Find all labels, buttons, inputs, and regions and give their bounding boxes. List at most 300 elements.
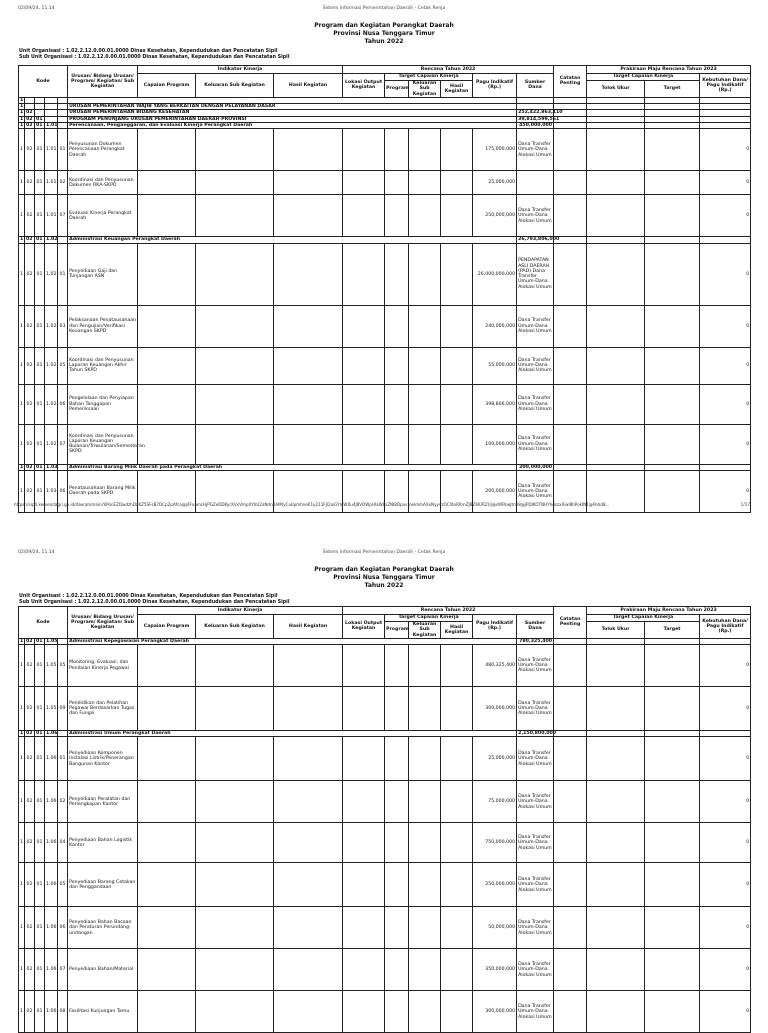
program-cell bbox=[385, 195, 409, 237]
kode-cell: 1.06 bbox=[45, 863, 58, 907]
pagu-cell: 250,000,000 bbox=[473, 863, 517, 907]
kode-cell: 02 bbox=[25, 305, 35, 347]
pagu-cell: 250,000,000 bbox=[473, 195, 517, 237]
kode-cell: 1.01 bbox=[45, 129, 58, 171]
print-date: 02/09/24, 11.14 bbox=[18, 6, 55, 11]
keluaran-target-cell bbox=[409, 195, 441, 237]
hasil-cell bbox=[274, 243, 343, 305]
kode-cell: 02 bbox=[25, 781, 35, 823]
lokasi-cell bbox=[343, 645, 385, 687]
sub-kegiatan-name: Koordinasi dan Penyusunan Dokumen RKA-SKPD bbox=[68, 171, 138, 195]
capaian-cell bbox=[138, 243, 196, 305]
target-cell bbox=[645, 991, 700, 1033]
kebutuhan-cell: 0 bbox=[700, 823, 751, 863]
kode-cell: 01 bbox=[35, 171, 45, 195]
kebutuhan-cell: 0 bbox=[700, 907, 751, 949]
report-province: Provinsi Nusa Tenggara Timur bbox=[333, 574, 435, 581]
capaian-cell bbox=[138, 384, 196, 424]
keluaran-cell bbox=[196, 823, 274, 863]
kode-cell: 02 bbox=[26, 731, 33, 737]
tolok-ukur-cell bbox=[587, 823, 645, 863]
header-kode: Kode bbox=[19, 607, 68, 639]
kode-cell: 01 bbox=[36, 464, 43, 470]
pagu-cell: 300,000,000 bbox=[473, 991, 517, 1033]
header-urusan: Urusan/ Bidang Urusan/ Program/ Kegiatan/ Sub Kegiatan bbox=[68, 607, 138, 639]
hasil-cell bbox=[274, 347, 343, 384]
pagu-cell: 26,793,806,000 bbox=[518, 237, 560, 243]
sub-unit-organisasi: Sub Unit Organisasi : 1.02.2.12.0.00.01.0000 Dinas Kesehatan, Kependudukan dan Pencatatan Sipil bbox=[19, 54, 290, 60]
kode-cell: 02 bbox=[26, 237, 33, 243]
kebutuhan-cell: 0 bbox=[700, 687, 751, 731]
kode-cell: 1.02 bbox=[45, 347, 58, 384]
kode-cell: 01 bbox=[35, 823, 45, 863]
lokasi-cell bbox=[343, 347, 385, 384]
sumber-dana-cell: Dana Transfer Umum-Dana Alokasi Umum bbox=[517, 384, 554, 424]
kode-cell: 05 bbox=[58, 347, 68, 384]
capaian-cell bbox=[138, 305, 196, 347]
keluaran-cell bbox=[196, 949, 274, 991]
pagu-cell: 175,000,000 bbox=[473, 129, 517, 171]
hasil-target-cell bbox=[441, 823, 473, 863]
keluaran-target-cell bbox=[409, 737, 441, 781]
lokasi-cell bbox=[343, 991, 385, 1033]
kode-cell: 1.03 bbox=[45, 470, 58, 512]
target-cell bbox=[645, 195, 700, 237]
table-row bbox=[19, 781, 751, 823]
kode-cell: 02 bbox=[25, 243, 35, 305]
kebutuhan-cell: 0 bbox=[700, 129, 751, 171]
hasil-target-cell bbox=[441, 195, 473, 237]
sumber-dana-cell: Dana Transfer Umum-Dana Alokasi Umum bbox=[517, 863, 554, 907]
kebutuhan-cell: 0 bbox=[700, 171, 751, 195]
kode-cell: 02 bbox=[25, 384, 35, 424]
header-hasil-kegiatan: Hasil Kegiatan bbox=[441, 622, 473, 639]
hasil-target-cell bbox=[441, 949, 473, 991]
kode-cell: 1 bbox=[20, 464, 24, 470]
hasil-target-cell bbox=[441, 863, 473, 907]
keluaran-target-cell bbox=[409, 687, 441, 731]
catatan-cell bbox=[554, 781, 587, 823]
header-capaian: Capaian Program bbox=[138, 74, 196, 98]
keluaran-target-cell bbox=[409, 384, 441, 424]
sub-kegiatan-name: Penyediaan Komponen Instalasi Listrik/Penerangan Bangunan Kantor bbox=[68, 737, 138, 781]
hasil-cell bbox=[274, 991, 343, 1033]
kebutuhan-cell: 0 bbox=[700, 991, 751, 1033]
group-name: Administrasi Keuangan Perangkat Daerah bbox=[68, 237, 517, 243]
pagu-cell: 780,325,400 bbox=[517, 638, 554, 644]
kode-cell: 1.03 bbox=[46, 464, 58, 470]
sub-kegiatan-name: Pendidikan dan Pelatihan Pegawai Berdasarkan Tugas dan Fungsi bbox=[68, 687, 138, 731]
kode-cell: 1 bbox=[19, 991, 25, 1033]
kode-cell: 1.06 bbox=[45, 781, 58, 823]
kode-cell: 1 bbox=[20, 116, 24, 122]
catatan-cell bbox=[554, 823, 587, 863]
target-cell bbox=[645, 305, 700, 347]
sumber-dana-cell: Dana Transfer Umum-Dana Alokasi Umum bbox=[517, 305, 554, 347]
kode-cell: 02 bbox=[26, 110, 33, 116]
kode-cell: 02 bbox=[25, 687, 35, 731]
kode-cell: 02 bbox=[25, 129, 35, 171]
group-name: Perencanaan, Penganggaran, dan Evaluasi Kinerja Perangkat Daerah bbox=[68, 123, 517, 129]
header-indikator: Indikator Kinerja bbox=[138, 66, 343, 74]
table-row bbox=[19, 907, 751, 949]
kode-cell: 1 bbox=[19, 470, 25, 512]
header-urusan: Urusan/ Bidang Urusan/ Program/ Kegiatan/ Sub Kegiatan bbox=[68, 66, 138, 98]
keluaran-cell bbox=[196, 129, 274, 171]
program-cell bbox=[385, 243, 409, 305]
target-cell bbox=[645, 907, 700, 949]
capaian-cell bbox=[138, 863, 196, 907]
sub-kegiatan-name: Penyediaan Peralatan dan Perlengkapan Kantor bbox=[68, 781, 138, 823]
keluaran-cell bbox=[196, 195, 274, 237]
target-cell bbox=[645, 424, 700, 464]
kode-cell: 1.02 bbox=[46, 237, 58, 243]
header-keluaran-sub: Keluaran Sub Kegiatan bbox=[196, 615, 274, 639]
system-title: Sistem Informasi Pemerintahan Daerah - Cetak Renja bbox=[322, 6, 446, 11]
kode-cell: 1 bbox=[19, 384, 25, 424]
header-sumber: Sumber Dana bbox=[517, 615, 554, 639]
kode-cell: 1.01 bbox=[46, 123, 58, 129]
kode-cell: 02 bbox=[25, 907, 35, 949]
keluaran-target-cell bbox=[409, 305, 441, 347]
keluaran-cell bbox=[196, 737, 274, 781]
lokasi-cell bbox=[343, 781, 385, 823]
catatan-cell bbox=[554, 243, 587, 305]
kode-cell: 02 bbox=[25, 195, 35, 237]
table-row bbox=[19, 129, 751, 171]
pagu-cell: 252,422,863,110 bbox=[518, 110, 563, 116]
kode-cell: 01 bbox=[36, 123, 43, 129]
catatan-cell bbox=[554, 195, 587, 237]
kode-cell: 1.05 bbox=[45, 645, 58, 687]
kode-cell: 01 bbox=[58, 737, 68, 781]
hasil-cell bbox=[274, 195, 343, 237]
header-hasil: Hasil Kegiatan bbox=[274, 74, 343, 98]
hasil-target-cell bbox=[441, 781, 473, 823]
kode-cell: 1 bbox=[19, 171, 25, 195]
table-row bbox=[19, 384, 751, 424]
kode-cell: 03 bbox=[58, 305, 68, 347]
header-target-2023: Target Capaian Kinerja bbox=[587, 74, 700, 81]
keluaran-target-cell bbox=[409, 424, 441, 464]
capaian-cell bbox=[138, 645, 196, 687]
capaian-cell bbox=[138, 129, 196, 171]
kode-cell: 05 bbox=[58, 645, 68, 687]
sumber-dana-cell: PENDAPATAN ASLI DAERAH (PAD) Dana Transfer Umum-Dana Alokasi Umum bbox=[517, 243, 554, 305]
header-prakiraan: Prakiraan Maju Rencana Tahun 2023 bbox=[587, 607, 751, 615]
keluaran-cell bbox=[196, 907, 274, 949]
kebutuhan-cell: 0 bbox=[700, 470, 751, 512]
kode-cell: 02 bbox=[58, 781, 68, 823]
program-cell bbox=[385, 863, 409, 907]
kode-cell: 1.01 bbox=[45, 195, 58, 237]
kode-cell: 1 bbox=[20, 97, 24, 103]
kode-cell: 01 bbox=[58, 129, 68, 171]
kebutuhan-cell: 0 bbox=[700, 195, 751, 237]
keluaran-target-cell bbox=[409, 645, 441, 687]
kode-cell: 02 bbox=[25, 171, 35, 195]
kode-cell: 01 bbox=[36, 638, 43, 644]
table-row bbox=[19, 424, 751, 464]
kode-cell: 02 bbox=[25, 949, 35, 991]
print-footer bbox=[14, 502, 750, 510]
sub-kegiatan-name: Pelaksanaan Penatausahaan dan Pengujian/Verifikasi Keuangan SKPD bbox=[68, 305, 138, 347]
target-cell bbox=[645, 129, 700, 171]
report-year: Tahun 2022 bbox=[364, 38, 404, 45]
kode-cell: 1 bbox=[19, 737, 25, 781]
sub-kegiatan-name: Penyediaan Bahan/Material bbox=[68, 949, 138, 991]
tolok-ukur-cell bbox=[587, 907, 645, 949]
keluaran-cell bbox=[196, 305, 274, 347]
kebutuhan-cell: 0 bbox=[700, 949, 751, 991]
lokasi-cell bbox=[343, 384, 385, 424]
kode-cell: 02 bbox=[25, 470, 35, 512]
unit-info bbox=[19, 594, 289, 605]
kode-cell: 01 bbox=[35, 305, 45, 347]
kode-cell: 06 bbox=[58, 907, 68, 949]
hasil-target-cell bbox=[441, 907, 473, 949]
capaian-cell bbox=[138, 687, 196, 731]
kode-cell: 1 bbox=[20, 104, 24, 110]
hasil-cell bbox=[274, 171, 343, 195]
kode-cell: 1.02 bbox=[45, 424, 58, 464]
lokasi-cell bbox=[343, 907, 385, 949]
kode-cell: 02 bbox=[26, 638, 33, 644]
kebutuhan-cell: 0 bbox=[700, 737, 751, 781]
tolok-ukur-cell bbox=[587, 991, 645, 1033]
report-title: Program dan Kegiatan Perangkat Daerah bbox=[314, 566, 454, 573]
sumber-dana-cell: Dana Transfer Umum-Dana Alokasi Umum bbox=[517, 645, 554, 687]
program-cell bbox=[385, 737, 409, 781]
sumber-dana-cell: Dana Transfer Umum-Dana Alokasi Umum bbox=[517, 737, 554, 781]
keluaran-cell bbox=[196, 781, 274, 823]
group-name: Administrasi Umum Perangkat Daerah bbox=[68, 731, 517, 737]
program-table bbox=[18, 606, 751, 1033]
sub-kegiatan-name: Fasilitasi Kunjungan Tamu bbox=[68, 991, 138, 1033]
keluaran-cell bbox=[196, 645, 274, 687]
kode-cell: 01 bbox=[35, 949, 45, 991]
kode-cell: 01 bbox=[35, 737, 45, 781]
hasil-target-cell bbox=[441, 347, 473, 384]
kode-cell: 09 bbox=[58, 687, 68, 731]
kode-cell: 02 bbox=[25, 645, 35, 687]
sub-kegiatan-name: Penatausahaan Barang Milik Daerah pada SKPD bbox=[68, 470, 138, 512]
target-cell bbox=[645, 863, 700, 907]
header-program: Program bbox=[385, 622, 409, 639]
sub-kegiatan-name: Evaluasi Kinerja Perangkat Daerah bbox=[68, 195, 138, 237]
hasil-cell bbox=[274, 384, 343, 424]
keluaran-cell bbox=[196, 347, 274, 384]
target-cell bbox=[645, 949, 700, 991]
pagu-cell: 100,000,000 bbox=[473, 424, 517, 464]
sub-kegiatan-name: Penyediaan Bahan Logistik Kantor bbox=[68, 823, 138, 863]
program-cell bbox=[385, 949, 409, 991]
kode-cell: 06 bbox=[58, 470, 68, 512]
header-tolok-ukur: Tolok Ukur bbox=[587, 622, 645, 639]
sub-kegiatan-name: Penyusunan Dokumen Perencanaan Perangkat Daerah bbox=[68, 129, 138, 171]
capaian-cell bbox=[138, 424, 196, 464]
sumber-dana-cell: Dana Transfer Umum-Dana Alokasi Umum bbox=[517, 687, 554, 731]
pagu-cell: 300,000,000 bbox=[473, 687, 517, 731]
sub-kegiatan-name: Penyediaan Gaji dan Tunjangan ASN bbox=[68, 243, 138, 305]
kebutuhan-cell: 0 bbox=[700, 863, 751, 907]
tolok-ukur-cell bbox=[587, 129, 645, 171]
keluaran-target-cell bbox=[409, 863, 441, 907]
unit-organisasi: Unit Organisasi : 1.02.2.12.0.00.01.0000 Dinas Kesehatan, Kependudukan dan Pencatatan Sipil bbox=[19, 49, 278, 54]
group-name: URUSAN PEMERINTAHAN WAJIB YANG BERKAITAN DENGAN PELAYANAN DASAR bbox=[68, 104, 517, 110]
target-cell bbox=[645, 781, 700, 823]
kode-cell: 01 bbox=[35, 195, 45, 237]
table-row bbox=[19, 863, 751, 907]
pagu-cell: 200,000,000 bbox=[517, 464, 554, 470]
sumber-dana-cell: Dana Transfer Umum-Dana Alokasi Umum bbox=[517, 470, 554, 512]
kode-cell: 01 bbox=[35, 991, 45, 1033]
kode-cell: 1 bbox=[20, 237, 24, 243]
kode-cell: 1 bbox=[19, 863, 25, 907]
keluaran-target-cell bbox=[409, 347, 441, 384]
keluaran-target-cell bbox=[409, 781, 441, 823]
kode-cell: 1 bbox=[19, 305, 25, 347]
kode-cell: 1.06 bbox=[45, 823, 58, 863]
kode-cell: 01 bbox=[36, 237, 43, 243]
target-cell bbox=[645, 243, 700, 305]
kode-cell: 1 bbox=[19, 781, 25, 823]
header-catatan: Catatan Penting bbox=[554, 66, 587, 98]
kode-cell: 1.05 bbox=[45, 687, 58, 731]
kode-cell: 1.06 bbox=[46, 731, 58, 737]
target-cell bbox=[645, 645, 700, 687]
header-target: Target Capaian Kinerja bbox=[385, 74, 473, 81]
sub-kegiatan-name: Koordinasi dan Penyusunan Laporan Keuangan Akhir Tahun SKPD bbox=[68, 347, 138, 384]
catatan-cell bbox=[554, 171, 587, 195]
kode-cell: 1 bbox=[20, 638, 24, 644]
header-kode: Kode bbox=[19, 66, 68, 98]
kode-cell: 01 bbox=[36, 731, 43, 737]
header-target-short: Target bbox=[645, 622, 700, 639]
capaian-cell bbox=[138, 195, 196, 237]
kode-cell: 07 bbox=[58, 949, 68, 991]
kode-cell: 02 bbox=[25, 347, 35, 384]
report-province: Provinsi Nusa Tenggara Timur bbox=[333, 30, 435, 37]
hasil-cell bbox=[274, 129, 343, 171]
tolok-ukur-cell bbox=[587, 195, 645, 237]
hasil-target-cell bbox=[441, 424, 473, 464]
lokasi-cell bbox=[343, 171, 385, 195]
tolok-ukur-cell bbox=[587, 424, 645, 464]
hasil-cell bbox=[274, 424, 343, 464]
sumber-dana-cell: Dana Transfer Umum-Dana Alokasi Umum bbox=[517, 424, 554, 464]
kode-cell: 1.02 bbox=[45, 243, 58, 305]
program-cell bbox=[385, 991, 409, 1033]
kode-cell: 02 bbox=[26, 116, 33, 122]
kode-cell: 1 bbox=[19, 195, 25, 237]
lokasi-cell bbox=[343, 195, 385, 237]
header-rencana: Rencana Tahun 2022 bbox=[343, 607, 554, 615]
table-row bbox=[19, 687, 751, 731]
kode-cell: 02 bbox=[26, 464, 33, 470]
hasil-cell bbox=[274, 687, 343, 731]
page-url: https://sipd.kemendagri.go.id/daerah/main?kPonEZDwdzhDaKZ5SFsB7DCp2pAfca@j4FxamcHjPGZeDDKyrXVxVmpXYhU2aNdn4AMtyCuIqimhneK1y211FJl2oiGYIoWXu4J8VOWpHIaWFsZNI8DpovmekhmAXxNyyvzOClXoRRmZJBZ6K/RZUj@sWPkwJtml8@jPDIKOTNHYhdszxlFwl8hPokIN1@Pohd8... bbox=[14, 502, 610, 507]
kebutuhan-cell: 0 bbox=[700, 384, 751, 424]
kode-cell: 01 bbox=[36, 116, 43, 122]
kode-cell: 01 bbox=[35, 645, 45, 687]
header-indikator: Indikator Kinerja bbox=[138, 607, 343, 615]
table-row bbox=[19, 991, 751, 1033]
hasil-target-cell bbox=[441, 991, 473, 1033]
pagu-cell: 50,000,000 bbox=[473, 907, 517, 949]
capaian-cell bbox=[138, 171, 196, 195]
group-name: Administrasi Barang Milik Daerah pada Perangkat Daerah bbox=[68, 464, 517, 470]
report-title-block bbox=[0, 566, 768, 590]
keluaran-cell bbox=[196, 863, 274, 907]
sub-kegiatan-name: Penyediaan Barang Cetakan dan Penggandaan bbox=[68, 863, 138, 907]
target-cell bbox=[645, 384, 700, 424]
header-pagu: Pagu Indikatif (Rp.) bbox=[473, 74, 517, 98]
lokasi-cell bbox=[343, 687, 385, 731]
table-row bbox=[19, 305, 751, 347]
catatan-cell bbox=[554, 907, 587, 949]
program-cell bbox=[385, 687, 409, 731]
kode-cell: 1.01 bbox=[45, 171, 58, 195]
hasil-cell bbox=[274, 823, 343, 863]
header-program: Program bbox=[385, 81, 409, 98]
kode-cell: 1 bbox=[19, 347, 25, 384]
sumber-dana-cell: Dana Transfer Umum-Dana Alokasi Umum bbox=[517, 129, 554, 171]
header-pagu: Pagu Indikatif (Rp.) bbox=[473, 615, 517, 639]
hasil-target-cell bbox=[441, 243, 473, 305]
catatan-cell bbox=[554, 347, 587, 384]
lokasi-cell bbox=[343, 737, 385, 781]
program-cell bbox=[385, 129, 409, 171]
table-row bbox=[19, 823, 751, 863]
pagu-cell: 26,000,000,000 bbox=[473, 243, 517, 305]
pagu-cell: 350,000,000 bbox=[473, 949, 517, 991]
kode-cell: 01 bbox=[35, 243, 45, 305]
capaian-cell bbox=[138, 347, 196, 384]
kode-cell: 01 bbox=[58, 243, 68, 305]
header-lokasi: Lokasi Output Kegiatan bbox=[343, 74, 385, 98]
header-hasil-kegiatan: Hasil Kegiatan bbox=[441, 81, 473, 98]
table-row bbox=[19, 195, 751, 237]
kode-cell: 01 bbox=[35, 907, 45, 949]
program-cell bbox=[385, 347, 409, 384]
unit-organisasi: Unit Organisasi : 1.02.2.12.0.00.01.0000 Dinas Kesehatan, Kependudukan dan Pencatatan Sipil bbox=[19, 594, 278, 599]
program-cell bbox=[385, 781, 409, 823]
table-row bbox=[19, 171, 751, 195]
pagu-cell: 75,000,000 bbox=[473, 781, 517, 823]
kode-cell: 1.06 bbox=[45, 949, 58, 991]
keluaran-cell bbox=[196, 687, 274, 731]
kode-cell: 1 bbox=[19, 129, 25, 171]
kode-cell: 1.02 bbox=[45, 305, 58, 347]
kode-cell: 02 bbox=[25, 863, 35, 907]
print-header bbox=[18, 6, 750, 16]
keluaran-target-cell bbox=[409, 949, 441, 991]
catatan-cell bbox=[554, 687, 587, 731]
kode-cell: 1 bbox=[19, 823, 25, 863]
catatan-cell bbox=[554, 991, 587, 1033]
kode-cell: 07 bbox=[58, 424, 68, 464]
kode-cell: 1 bbox=[20, 123, 24, 129]
kebutuhan-cell: 0 bbox=[700, 305, 751, 347]
program-cell bbox=[385, 645, 409, 687]
kode-cell: 05 bbox=[58, 863, 68, 907]
keluaran-target-cell bbox=[409, 991, 441, 1033]
kode-cell: 02 bbox=[26, 123, 33, 129]
catatan-cell bbox=[554, 645, 587, 687]
program-cell bbox=[385, 424, 409, 464]
keluaran-target-cell bbox=[409, 129, 441, 171]
